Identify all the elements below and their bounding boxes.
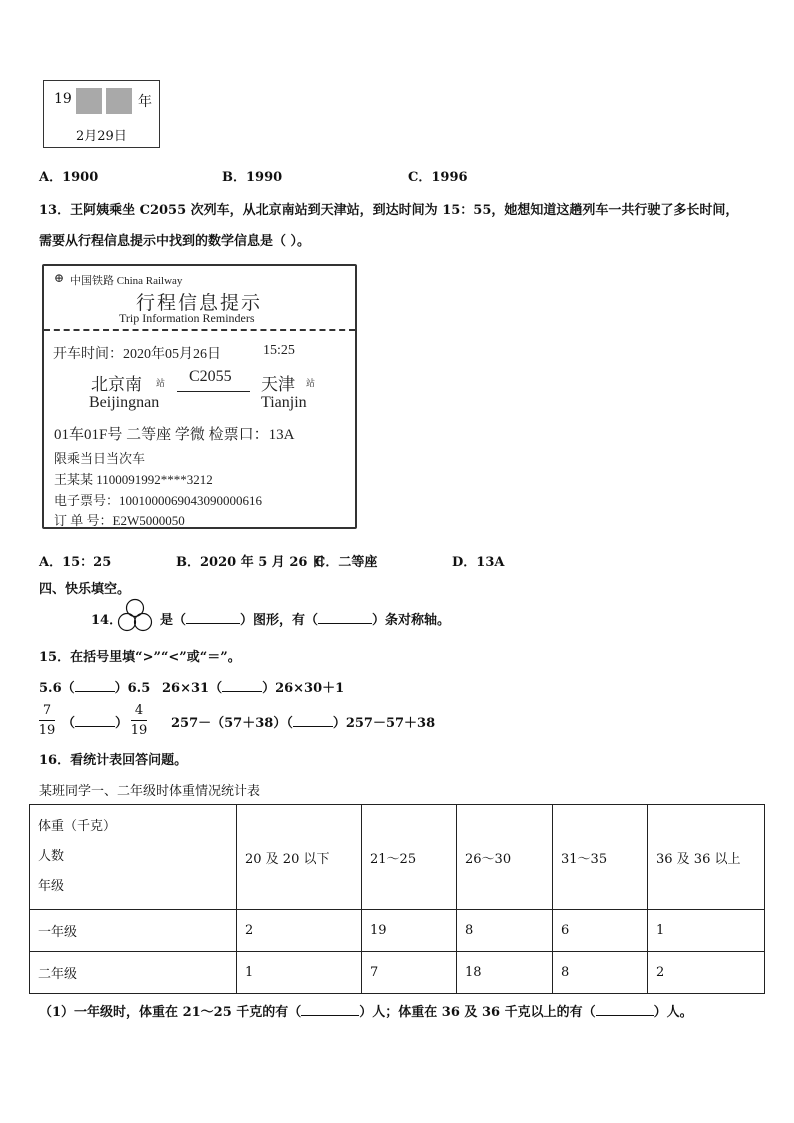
eticket-number: 电子票号：1001000069043090000616	[54, 493, 263, 508]
fraction-bar	[131, 720, 147, 721]
q16-blank-2[interactable]	[596, 1015, 654, 1016]
q15-row2-b	[171, 712, 435, 731]
to-station-cn: 天津	[261, 375, 295, 394]
table-header-row	[30, 805, 765, 910]
fraction-denominator: 19	[130, 723, 148, 738]
q14-text-c: ）条对称轴。	[372, 613, 451, 628]
q12-option-c: C．1996	[408, 170, 468, 185]
fraction-numerator: 4	[134, 703, 144, 718]
header-grade-label: 年级	[38, 879, 65, 894]
table-row	[30, 952, 765, 994]
table-column-header: 21～25	[362, 805, 457, 910]
table-corner-header	[30, 805, 237, 910]
fraction-7-19	[37, 703, 57, 738]
train-arrow-line	[177, 391, 250, 392]
table-cell: 19	[362, 910, 457, 952]
ticket-note: 限乘当日当次车	[54, 451, 146, 466]
table-cell: 1	[237, 952, 362, 994]
year-prefix: 19	[54, 91, 72, 107]
q13-option-c: C．二等座	[315, 555, 378, 570]
q14-blank-shape[interactable]	[186, 623, 240, 624]
q15-row1	[39, 677, 150, 696]
ticket-title-en: Trip Information Reminders	[119, 311, 255, 325]
from-station-suffix: 站	[156, 378, 166, 388]
q15-expr4-left: 257－（57＋38）（	[171, 716, 293, 731]
year-suffix: 年	[138, 94, 152, 110]
q15-expr1-left: 5.6（	[39, 681, 75, 696]
year-card-date: 2月29日	[76, 129, 127, 144]
table-cell: 1	[648, 910, 765, 952]
q16-sub1-text-c: ）人。	[653, 1005, 693, 1020]
from-station-cn: 北京南	[91, 375, 142, 394]
to-station-en: Tianjin	[261, 394, 307, 411]
hidden-digit-box	[106, 88, 132, 114]
q13-option-b: B．2020 年 5 月 26 日	[176, 555, 325, 570]
table-cell: 18	[457, 952, 553, 994]
section-four-heading: 四、快乐填空。	[39, 582, 131, 597]
seat-line: 01车01F号 二等座 学微 检票口：13A	[54, 427, 295, 443]
header-weight-label: 体重（千克）	[38, 819, 117, 834]
q12-option-b: B．1990	[222, 170, 283, 185]
q15-expr4-right: ）257－57＋38	[332, 716, 436, 731]
q14-blank-axes[interactable]	[318, 623, 372, 624]
table-column-header: 31～35	[553, 805, 648, 910]
fraction-denominator: 19	[38, 723, 56, 738]
table-cell: 8	[553, 952, 648, 994]
departure-time: 15:25	[263, 343, 295, 358]
train-number: C2055	[189, 368, 232, 385]
q15-expr2-right: ）26×30＋1	[262, 681, 345, 696]
q15-expr1-right: ）6.5	[114, 681, 151, 696]
q15-blank-2[interactable]	[222, 691, 262, 692]
table-row-label: 二年级	[30, 952, 237, 994]
q13-question-line1: 13．王阿姨乘坐 C2055 次列车，从北京南站到天津站，到达时间为 15：55，她想知道这趟列车一共行驶了多长时间，	[39, 203, 739, 218]
q15-row2-blank: （ ）	[62, 716, 129, 731]
ticket-divider	[44, 329, 355, 331]
q16-sub1-text-a: （1）一年级时，体重在 21～25 千克的有（	[39, 1005, 302, 1020]
table-row	[30, 910, 765, 952]
q14-text	[160, 609, 450, 628]
q14-text-b: ）图形，有（	[240, 613, 319, 628]
fraction-bar	[39, 720, 55, 721]
passenger-info: 王某某 1100091992****3212	[54, 472, 213, 487]
order-number: 订 单 号：E2W5000050	[54, 513, 185, 528]
q16-table-title: 某班同学一、二年级时体重情况统计表	[39, 784, 261, 799]
table-cell: 6	[553, 910, 648, 952]
q15-expr2-left: 26×31（	[162, 681, 223, 696]
q13-option-a: A．15：25	[39, 555, 112, 570]
q15-title: 15．在括号里填“>”“<”或“＝”。	[39, 650, 241, 665]
q14-number: 14．	[91, 613, 123, 628]
q16-sub1-text-b: ）人；体重在 36 及 36 千克以上的有（	[359, 1005, 596, 1020]
fraction-numerator: 7	[42, 703, 52, 718]
to-station-suffix: 站	[306, 378, 316, 388]
table-cell: 2	[237, 910, 362, 952]
q15-blank-1[interactable]	[75, 691, 115, 692]
table-cell: 8	[457, 910, 553, 952]
departure-label: 开车时间：2020年05月26日	[53, 347, 221, 362]
q16-blank-1[interactable]	[301, 1015, 359, 1016]
ticket-title-cn: 行程信息提示	[136, 293, 263, 314]
table-column-header: 20 及 20 以下	[237, 805, 362, 910]
table-row-label: 一年级	[30, 910, 237, 952]
q12-option-a: A．1900	[39, 170, 99, 185]
q16-title: 16．看统计表回答问题。	[39, 753, 188, 768]
year-card-figure	[43, 80, 160, 148]
fraction-4-19	[129, 703, 149, 738]
three-circles-figure	[116, 598, 154, 634]
q15-row1-b	[162, 677, 344, 696]
table-column-header: 36 及 36 以上	[648, 805, 765, 910]
q13-question-line2: 需要从行程信息提示中找到的数学信息是（ ）。	[39, 234, 311, 249]
weight-statistics-table	[29, 804, 765, 994]
header-count-label: 人数	[38, 849, 65, 864]
q15-blank-4[interactable]	[293, 726, 333, 727]
ticket-brand: 中国铁路 China Railway	[70, 275, 183, 287]
q16-sub-question-1	[39, 1001, 693, 1020]
table-cell: 2	[648, 952, 765, 994]
table-column-header: 26～30	[457, 805, 553, 910]
table-cell: 7	[362, 952, 457, 994]
hidden-digit-box	[76, 88, 102, 114]
trip-info-ticket	[42, 264, 357, 529]
q14-text-a: 是（	[160, 613, 187, 628]
q13-option-d: D．13A	[452, 555, 505, 570]
from-station-en: Beijingnan	[89, 394, 160, 411]
q15-blank-3[interactable]	[75, 726, 115, 727]
railway-logo-icon: ⊕	[54, 271, 65, 285]
